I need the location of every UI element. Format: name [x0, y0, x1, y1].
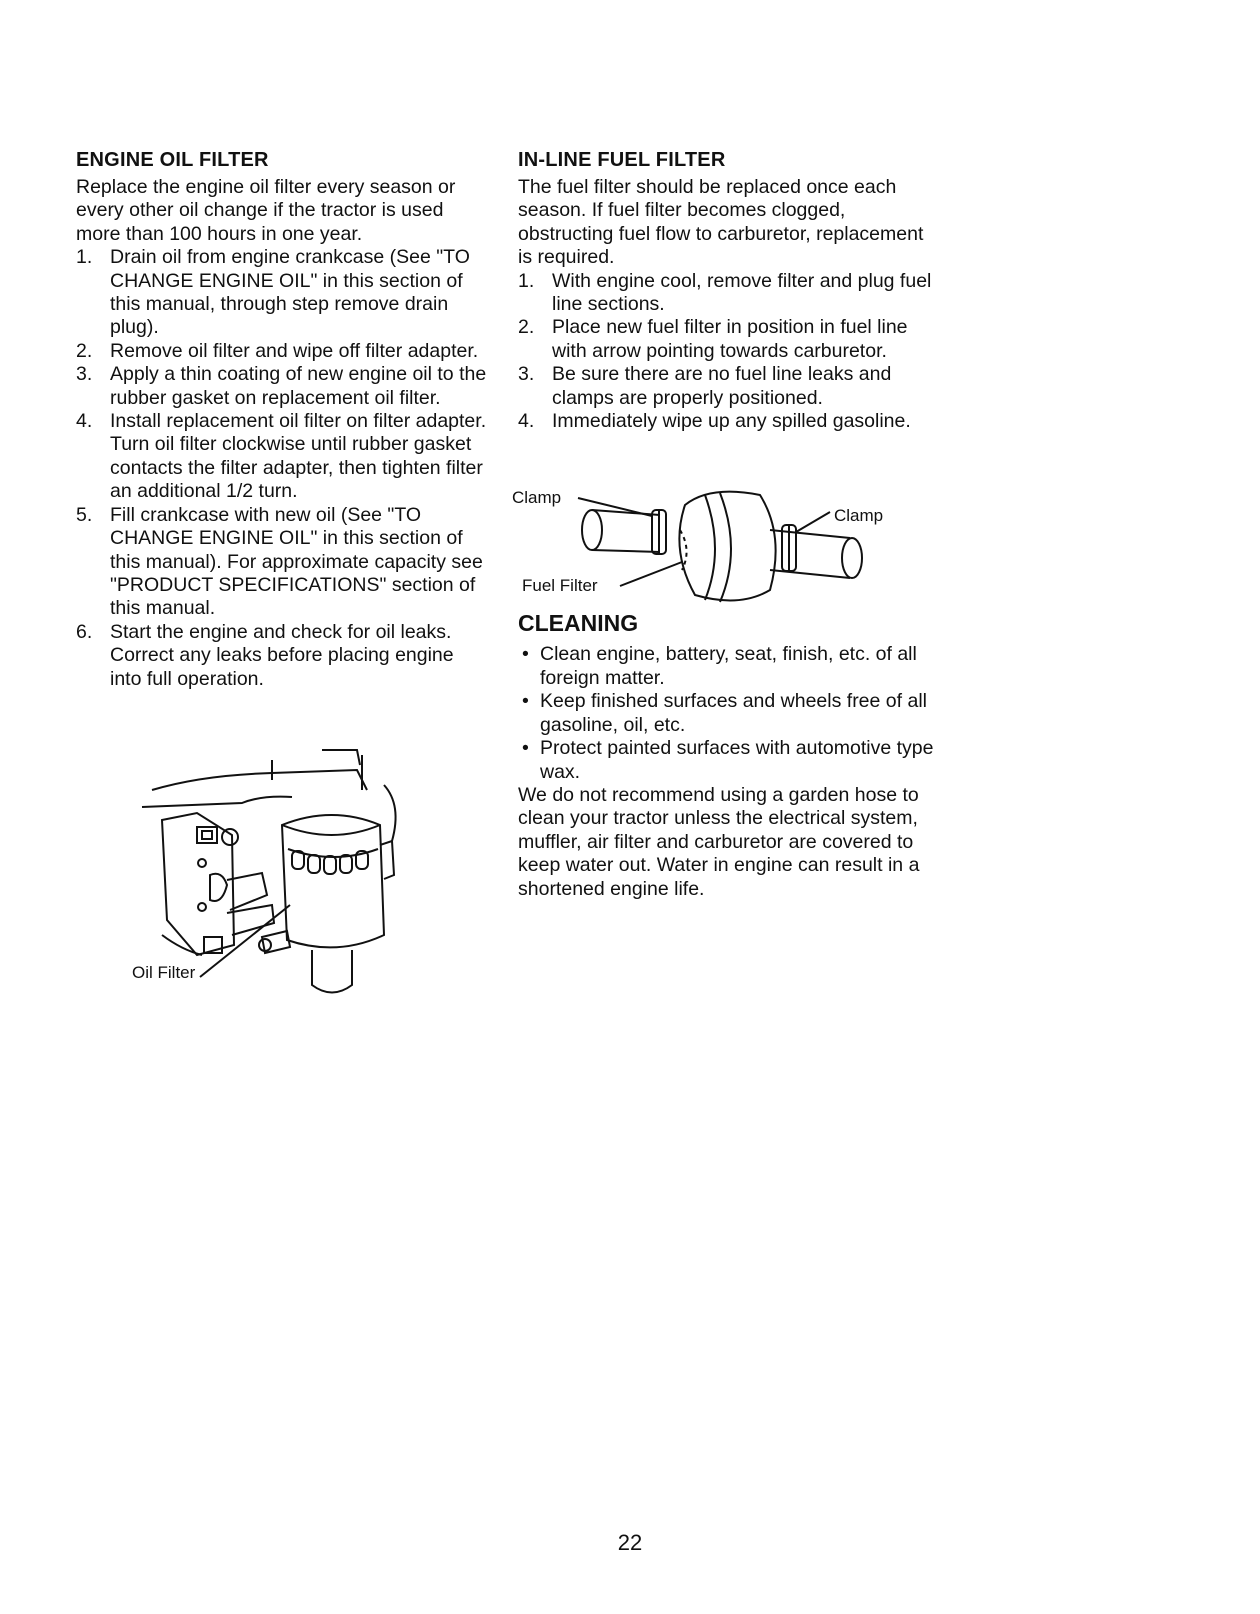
step-text: Place new fuel filter in position in fuel line with arrow pointing towards carburetor. — [552, 316, 908, 362]
inline-fuel-filter-heading: IN-LINE FUEL FILTER — [518, 149, 726, 171]
engine-oil-filter-steps — [76, 246, 488, 691]
clamp-right-label: Clamp — [834, 506, 884, 525]
engine-oil-filter-intro: Replace the engine oil filter every season or every other oil change if the tractor is used more than 100 hours in one year. — [76, 176, 456, 245]
oil-step — [76, 340, 488, 363]
oil-filter-label: Oil Filter — [132, 963, 196, 982]
bullet-dot-icon: • — [522, 643, 529, 666]
clamp-left-label: Clamp — [512, 488, 562, 507]
left-column — [76, 148, 488, 691]
step-text: Fill crankcase with new oil (See "TO CHANGE ENGINE OIL" in this section of this manual). For approximate capacity see "PRODUCT SPECIFICATIONS" section of this manual. — [110, 503, 483, 620]
oil-step — [76, 621, 488, 691]
bullet-text: Protect painted surfaces with automotive type wax. — [540, 737, 934, 783]
step-text: Start the engine and check for oil leaks. Correct any leaks before placing engine into full operation. — [110, 620, 454, 690]
step-text: Remove oil filter and wipe off filter adapter. — [110, 339, 479, 362]
step-text: With engine cool, remove filter and plug fuel line sections. — [552, 269, 932, 316]
step-text: Be sure there are no fuel line leaks and clamps are properly positioned. — [552, 363, 892, 409]
step-number: 3. — [518, 363, 535, 386]
cleaning-closing: We do not recommend using a garden hose to clean your tractor unless the electrical system, muffler, air filter and carburetor are covered to keep water out. Water in engine can result in a shortened engine life. — [518, 783, 920, 900]
step-text: Drain oil from engine crankcase (See "TO CHANGE ENGINE OIL" in this section of this manual, through step remove drain plug). — [110, 246, 470, 339]
oil-step — [76, 410, 488, 504]
step-number: 1. — [518, 269, 535, 292]
step-number: 2. — [518, 316, 535, 339]
step-number: 1. — [76, 246, 93, 269]
fuel-filter-illustration — [512, 488, 930, 630]
cleaning-bullet — [518, 643, 938, 690]
step-number: 5. — [76, 503, 93, 526]
page-number: 22 — [617, 1530, 643, 1555]
fuel-filter-label: Fuel Filter — [522, 576, 598, 595]
fuel-step — [518, 316, 938, 363]
step-number: 4. — [518, 410, 535, 433]
bullet-dot-icon: • — [522, 690, 529, 713]
oil-filter-illustration — [122, 745, 422, 1030]
bullet-text: Clean engine, battery, seat, finish, etc. of all foreign matter. — [540, 643, 917, 689]
bullet-text: Keep finished surfaces and wheels free of all gasoline, oil, etc. — [540, 690, 927, 736]
fuel-step — [518, 410, 938, 433]
cleaning-heading: CLEANING — [518, 610, 639, 637]
inline-fuel-filter-intro: The fuel filter should be replaced once each season. If fuel filter becomes clogged, obstructing fuel flow to carburetor, replacement is required. — [518, 176, 924, 269]
fuel-step — [518, 363, 938, 410]
step-number: 3. — [76, 363, 93, 386]
step-text: Apply a thin coating of new engine oil to the rubber gasket on replacement oil filter. — [110, 363, 487, 409]
step-text: Install replacement oil filter on filter adapter. Turn oil filter clockwise until rubber gasket contacts the filter adapter, then tighten filter an additional 1/2 turn. — [110, 410, 487, 503]
step-number: 6. — [76, 620, 93, 643]
oil-step — [76, 246, 488, 340]
oil-step — [76, 363, 488, 410]
inline-fuel-filter-steps — [518, 270, 938, 434]
cleaning-bullet — [518, 690, 938, 737]
fuel-step — [518, 270, 938, 317]
oil-step — [76, 504, 488, 621]
bullet-dot-icon: • — [522, 737, 529, 760]
engine-diagram-icon — [122, 745, 422, 1030]
cleaning-bullets — [518, 643, 938, 783]
engine-oil-filter-heading: ENGINE OIL FILTER — [76, 149, 269, 171]
step-number: 4. — [76, 410, 93, 433]
step-text: Immediately wipe up any spilled gasoline. — [552, 410, 911, 433]
step-number: 2. — [76, 339, 93, 362]
cleaning-bullet — [518, 737, 938, 784]
